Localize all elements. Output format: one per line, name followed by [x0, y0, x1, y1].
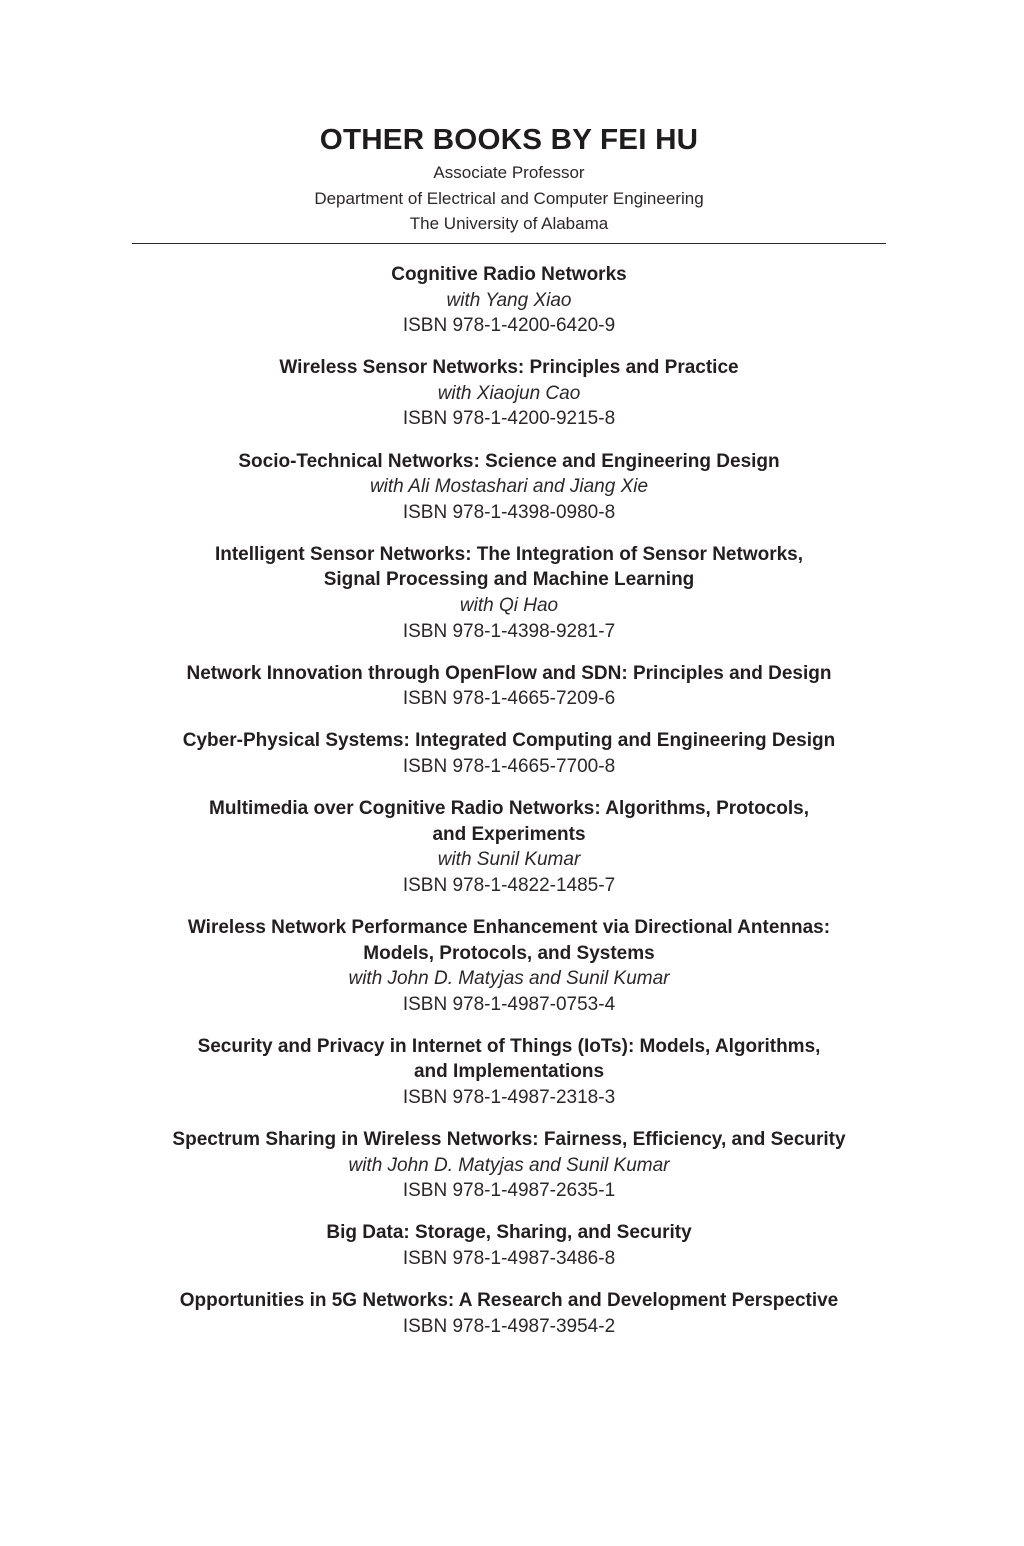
book-isbn: ISBN 978-1-4665-7209-6 — [402, 688, 616, 710]
page-header — [132, 120, 886, 237]
book-entry — [120, 1220, 898, 1271]
book-isbn: ISBN 978-1-4398-9281-7 — [402, 620, 616, 642]
book-entry — [120, 542, 898, 644]
book-title-line: and Implementations — [413, 1061, 605, 1083]
book-isbn: ISBN 978-1-4665-7700-8 — [402, 756, 616, 777]
author-position: Associate Professor — [433, 163, 585, 182]
book-title-line: Opportunities in 5G Networks: A Research and Development Perspective — [179, 1290, 839, 1312]
book-isbn: ISBN 978-1-4987-3486-8 — [402, 1248, 616, 1269]
book-entry — [120, 796, 898, 898]
book-coauthors: with Ali Mostashari and Jiang Xie — [369, 476, 649, 498]
book-entry — [120, 661, 898, 712]
book-isbn: ISBN 978-1-4200-9215-8 — [402, 408, 616, 430]
book-coauthors: with Xiaojun Cao — [437, 382, 581, 404]
book-title-line: Cyber-Physical Systems: Integrated Computing and Engineering Design — [182, 730, 836, 752]
book-title-line: Spectrum Sharing in Wireless Networks: Fairness, Efficiency, and Security — [172, 1129, 846, 1151]
book-title-line: Multimedia over Cognitive Radio Networks: Algorithms, Protocols, — [209, 798, 809, 820]
header-divider — [132, 243, 886, 244]
book-list — [120, 262, 898, 1356]
book-coauthors: with Qi Hao — [459, 595, 559, 617]
book-entry — [120, 1127, 898, 1204]
book-isbn: ISBN 978-1-4987-2635-1 — [402, 1180, 616, 1202]
book-coauthors: with Yang Xiao — [446, 289, 572, 311]
page-title: OTHER BOOKS BY FEI HU — [319, 124, 699, 156]
book-entry — [120, 449, 898, 526]
book-entry — [120, 728, 898, 779]
book-isbn: ISBN 978-1-4200-6420-9 — [402, 315, 616, 337]
book-isbn: ISBN 978-1-4822-1485-7 — [402, 874, 616, 896]
author-university: The University of Alabama — [409, 214, 609, 233]
book-title-line: Signal Processing and Machine Learning — [323, 569, 695, 591]
book-isbn: ISBN 978-1-4987-0753-4 — [402, 993, 616, 1015]
book-title-line: Big Data: Storage, Sharing, and Security — [326, 1222, 692, 1244]
book-isbn: ISBN 978-1-4987-3954-2 — [402, 1315, 616, 1337]
book-title-line: Socio-Technical Networks: Science and Engineering Design — [238, 450, 780, 472]
book-title-line: Models, Protocols, and Systems — [363, 942, 655, 964]
book-title-line: Wireless Network Performance Enhancement via Directional Antennas: — [187, 916, 831, 938]
book-entry — [120, 355, 898, 432]
book-entry — [120, 915, 898, 1017]
book-entry — [120, 1034, 898, 1111]
book-coauthors: with John D. Matyjas and Sunil Kumar — [348, 1154, 670, 1176]
book-title-line: Intelligent Sensor Networks: The Integration of Sensor Networks, — [214, 543, 804, 565]
book-title-line: and Experiments — [432, 823, 586, 845]
book-title-line: Network Innovation through OpenFlow and SDN: Principles and Design — [186, 662, 832, 684]
book-isbn: ISBN 978-1-4398-0980-8 — [402, 501, 616, 523]
book-isbn: ISBN 978-1-4987-2318-3 — [402, 1087, 616, 1109]
book-title-line: Security and Privacy in Internet of Things (IoTs): Models, Algorithms, — [197, 1035, 821, 1057]
book-title-line: Cognitive Radio Networks — [391, 264, 627, 285]
book-entry — [120, 262, 898, 339]
book-entry — [120, 1288, 898, 1339]
book-coauthors: with John D. Matyjas and Sunil Kumar — [348, 968, 670, 990]
book-title-line: Wireless Sensor Networks: Principles and Practice — [279, 357, 739, 379]
book-coauthors: with Sunil Kumar — [437, 849, 581, 871]
author-department: Department of Electrical and Computer Engineering — [314, 188, 704, 208]
